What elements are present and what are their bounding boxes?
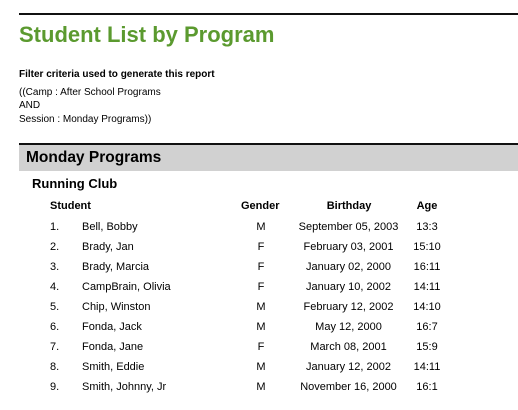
column-header-age: Age [416, 200, 438, 212]
column-header-student: Student [50, 200, 91, 212]
filter-line: AND [19, 100, 41, 111]
row-number: 4. [50, 281, 60, 293]
table-row [0, 221, 518, 241]
table-row [0, 381, 518, 401]
student-gender: M [256, 381, 266, 393]
student-age: 14:10 [413, 301, 441, 313]
student-name: CampBrain, Olivia [82, 281, 171, 293]
student-gender: F [257, 341, 265, 353]
top-divider [19, 13, 518, 15]
student-gender: M [256, 321, 266, 333]
table-row [0, 321, 518, 341]
student-gender: M [256, 301, 266, 313]
row-number: 9. [50, 381, 60, 393]
row-number: 7. [50, 341, 60, 353]
student-birthday: February 12, 2002 [303, 301, 394, 313]
student-name: Bell, Bobby [82, 221, 138, 233]
student-name: Chip, Winston [82, 301, 151, 313]
student-age: 16:11 [413, 261, 441, 273]
student-birthday: November 16, 2000 [300, 381, 397, 393]
table-row [0, 361, 518, 381]
row-number: 8. [50, 361, 60, 373]
student-age: 14:11 [413, 281, 441, 293]
student-name: Smith, Johnny, Jr [82, 381, 167, 393]
student-birthday: September 05, 2003 [298, 221, 399, 233]
table-row [0, 301, 518, 321]
student-name: Fonda, Jane [82, 341, 144, 353]
student-age: 16:1 [416, 381, 438, 393]
student-age: 15:10 [413, 241, 441, 253]
row-number: 1. [50, 221, 60, 233]
student-age: 13:3 [416, 221, 438, 233]
report-title: Student List by Program [19, 22, 275, 47]
student-name: Smith, Eddie [82, 361, 145, 373]
student-gender: M [256, 221, 266, 233]
section-header-bar [19, 143, 518, 171]
filter-heading: Filter criteria used to generate this report [19, 69, 215, 80]
student-gender: F [257, 261, 265, 273]
row-number: 3. [50, 261, 60, 273]
student-birthday: January 12, 2002 [305, 361, 391, 373]
table-row [0, 241, 518, 261]
column-header-birthday: Birthday [326, 200, 372, 212]
student-birthday: May 12, 2000 [315, 321, 382, 333]
student-age: 14:11 [413, 361, 441, 373]
section-title: Monday Programs [26, 149, 162, 166]
student-birthday: February 03, 2001 [303, 241, 394, 253]
student-birthday: January 02, 2000 [305, 261, 391, 273]
student-gender: M [256, 361, 266, 373]
column-header-gender: Gender [241, 200, 280, 212]
table-row [0, 341, 518, 361]
table-row [0, 281, 518, 301]
student-gender: F [257, 241, 265, 253]
student-name: Fonda, Jack [82, 321, 142, 333]
student-birthday: March 08, 2001 [310, 341, 387, 353]
student-age: 16:7 [416, 321, 438, 333]
student-birthday: January 10, 2002 [305, 281, 391, 293]
student-age: 15:9 [416, 341, 438, 353]
student-gender: F [257, 281, 265, 293]
table-row [0, 261, 518, 281]
student-name: Brady, Jan [82, 241, 134, 253]
row-number: 5. [50, 301, 60, 313]
student-name: Brady, Marcia [82, 261, 150, 273]
program-group-title: Running Club [32, 176, 118, 191]
row-number: 6. [50, 321, 60, 333]
row-number: 2. [50, 241, 60, 253]
filter-line: ((Camp : After School Programs [19, 87, 161, 98]
filter-line: Session : Monday Programs)) [19, 114, 152, 125]
